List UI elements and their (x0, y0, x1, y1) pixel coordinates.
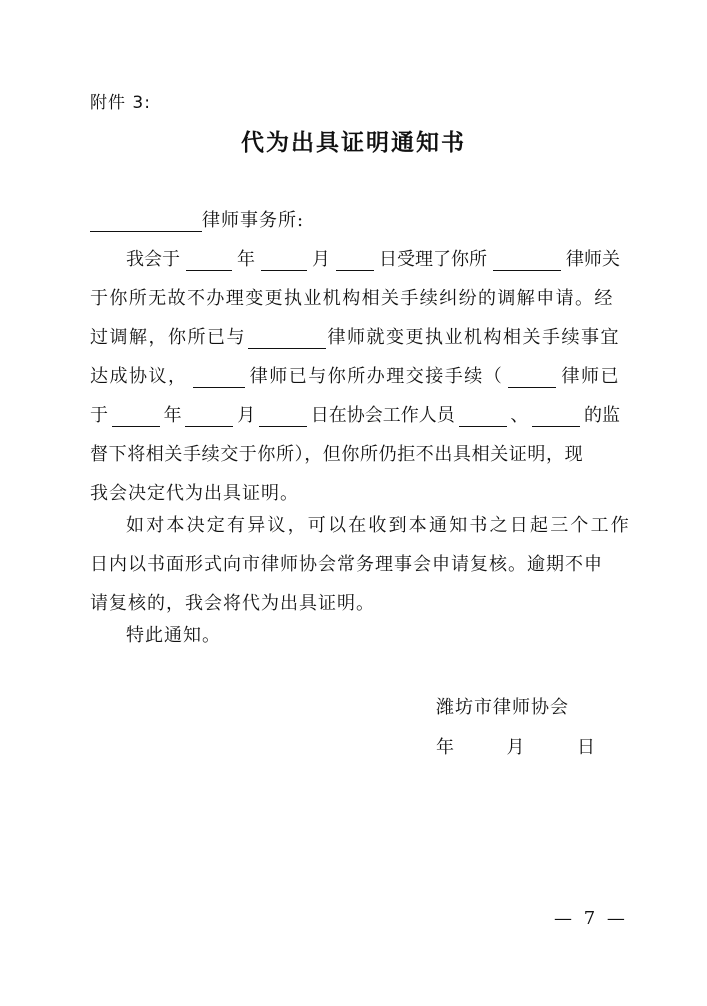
date-day-label: 日 (576, 737, 596, 758)
blank-law-firm (90, 214, 202, 232)
paragraph-line (90, 405, 620, 427)
text-segment: 如对本决定有异议，可以在收到本通知书之日起三个工作 (126, 515, 631, 536)
addressee-line (90, 210, 620, 232)
text-segment: 月 (237, 405, 256, 426)
text-segment: 年 (163, 405, 182, 426)
paragraph-line (126, 625, 620, 647)
blank-day (336, 253, 374, 271)
text-segment: 律师就变更执业机构相关手续事宜 (327, 327, 620, 348)
blank-day (259, 409, 307, 427)
paragraph-line (90, 554, 620, 576)
text-segment: 于 (90, 405, 108, 426)
blank-month (185, 409, 233, 427)
date-month-label: 月 (506, 737, 526, 758)
blank-year (186, 253, 232, 271)
blank-party (248, 331, 326, 349)
paragraph-line (90, 288, 620, 310)
blank-lawyer (193, 370, 245, 388)
text-segment: 请复核的，我会将代为出具证明。 (90, 593, 375, 614)
blank-lawyer-name (493, 253, 561, 271)
text-segment: 达成协议， (90, 366, 188, 387)
text-segment: 的监 (583, 405, 620, 426)
date-year-label: 年 (436, 737, 455, 758)
paragraph-line (90, 483, 620, 505)
text-segment: 特此通知。 (126, 625, 221, 646)
blank-year (112, 409, 160, 427)
signature-org: 潍坊市律师协会 (436, 697, 569, 718)
page-title: 代为出具证明通知书 (241, 130, 466, 156)
text-segment: 日内以书面形式向市律师协会常务理事会申请复核。逾期不申 (90, 554, 603, 575)
paragraph-line (126, 249, 620, 271)
text-segment: 我会决定代为出具证明。 (90, 483, 299, 504)
signature-date (436, 737, 596, 759)
text-segment: 于你所无故不办理变更执业机构相关手续纠纷的调解申请。经 (90, 288, 614, 309)
blank-lawyer (508, 370, 556, 388)
text-segment: 、 (510, 405, 529, 426)
blank-staff (459, 409, 507, 427)
text-segment: 律师已与你所办理交接手续（ (249, 366, 504, 387)
text-segment: 律师已 (561, 366, 620, 387)
paragraph-line (126, 515, 631, 537)
blank-month (261, 253, 307, 271)
text-segment: 我会于 (126, 249, 180, 270)
attachment-label: 附件 3: (90, 93, 151, 113)
text-segment: 过调解，你所已与 (90, 327, 246, 348)
addressee-suffix: 律师事务所: (202, 210, 305, 231)
blank-staff (532, 409, 580, 427)
text-segment: 日受理了你所 (379, 249, 487, 270)
paragraph-line (90, 444, 620, 466)
text-segment: 律师关 (566, 249, 620, 270)
paragraph-line (90, 593, 620, 615)
text-segment: 督下将相关手续交于你所），但你所仍拒不出具相关证明，现 (90, 444, 584, 465)
paragraph-line (90, 327, 620, 349)
text-segment: 月 (312, 249, 330, 270)
text-segment: 日在协会工作人员 (310, 405, 455, 426)
text-segment: 年 (237, 249, 255, 270)
paragraph-line (90, 366, 620, 388)
page-number: — 7 — (554, 908, 628, 929)
